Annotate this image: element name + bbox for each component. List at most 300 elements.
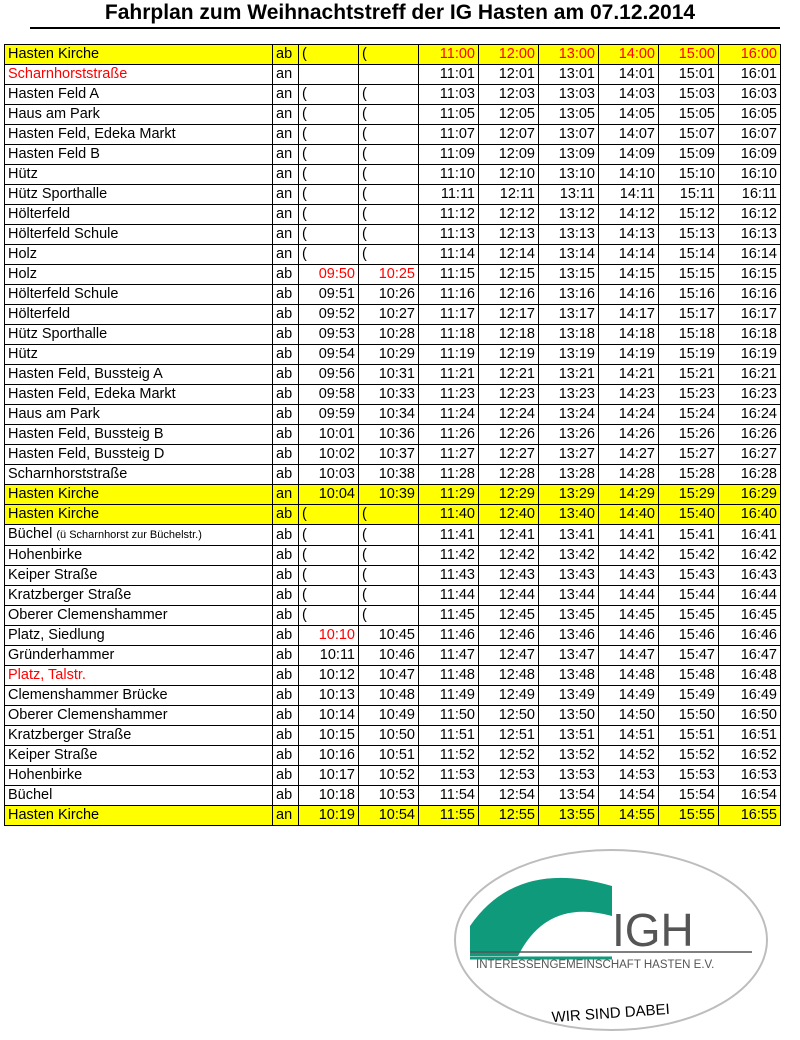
stop-label: Oberer Clemenshammer bbox=[8, 607, 168, 623]
time-cell: 14:24 bbox=[599, 405, 659, 425]
time-cell: 15:41 bbox=[659, 525, 719, 546]
time-cell: 09:56 bbox=[299, 365, 359, 385]
time-cell: 15:14 bbox=[659, 245, 719, 265]
stop-label: Hasten Kirche bbox=[8, 807, 100, 823]
time-cell: ( bbox=[359, 505, 419, 525]
time-cell: 15:54 bbox=[659, 786, 719, 806]
time-cell: 10:27 bbox=[359, 305, 419, 325]
time-cell: 16:18 bbox=[719, 325, 781, 345]
time-cell: 14:11 bbox=[599, 185, 659, 205]
time-cell: 14:29 bbox=[599, 485, 659, 505]
time-cell: 16:43 bbox=[719, 566, 781, 586]
time-cell: ( bbox=[299, 566, 359, 586]
time-cell: 15:10 bbox=[659, 165, 719, 185]
time-cell: 10:14 bbox=[299, 706, 359, 726]
stop-name bbox=[5, 345, 273, 365]
time-cell: 15:48 bbox=[659, 666, 719, 686]
time-cell: 12:10 bbox=[479, 165, 539, 185]
stop-name bbox=[5, 646, 273, 666]
time-cell: 15:17 bbox=[659, 305, 719, 325]
stop-name bbox=[5, 405, 273, 425]
time-cell: 10:25 bbox=[359, 265, 419, 285]
direction-cell: ab bbox=[273, 566, 299, 586]
time-cell: 13:29 bbox=[539, 485, 599, 505]
time-cell: ( bbox=[359, 586, 419, 606]
stop-name bbox=[5, 485, 273, 505]
time-cell: 12:15 bbox=[479, 265, 539, 285]
time-cell: ( bbox=[299, 105, 359, 125]
time-cell: 10:29 bbox=[359, 345, 419, 365]
table-row bbox=[5, 305, 781, 325]
direction-cell: ab bbox=[273, 45, 299, 65]
time-cell: 11:15 bbox=[419, 265, 479, 285]
time-cell: 16:17 bbox=[719, 305, 781, 325]
stop-label: Hütz Sporthalle bbox=[8, 326, 108, 342]
time-cell: 10:52 bbox=[359, 766, 419, 786]
direction-cell: ab bbox=[273, 686, 299, 706]
time-cell: 12:00 bbox=[479, 45, 539, 65]
direction-cell: an bbox=[273, 105, 299, 125]
time-cell: 14:27 bbox=[599, 445, 659, 465]
direction-cell: ab bbox=[273, 305, 299, 325]
time-cell: 13:45 bbox=[539, 606, 599, 626]
time-cell: 12:53 bbox=[479, 766, 539, 786]
stop-name bbox=[5, 786, 273, 806]
time-cell: 15:18 bbox=[659, 325, 719, 345]
time-cell: 16:03 bbox=[719, 85, 781, 105]
time-cell: 12:16 bbox=[479, 285, 539, 305]
table-row bbox=[5, 245, 781, 265]
time-cell: 09:59 bbox=[299, 405, 359, 425]
table-row bbox=[5, 606, 781, 626]
time-cell: 12:48 bbox=[479, 666, 539, 686]
time-cell: 12:03 bbox=[479, 85, 539, 105]
time-cell: 10:16 bbox=[299, 746, 359, 766]
direction-cell: ab bbox=[273, 365, 299, 385]
stop-name bbox=[5, 145, 273, 165]
time-cell: 16:10 bbox=[719, 165, 781, 185]
time-cell: 16:53 bbox=[719, 766, 781, 786]
time-cell: 12:01 bbox=[479, 65, 539, 85]
time-cell: 10:51 bbox=[359, 746, 419, 766]
time-cell: 11:51 bbox=[419, 726, 479, 746]
time-cell: 14:18 bbox=[599, 325, 659, 345]
table-row bbox=[5, 626, 781, 646]
time-cell: 14:47 bbox=[599, 646, 659, 666]
time-cell: 16:51 bbox=[719, 726, 781, 746]
time-cell: 14:53 bbox=[599, 766, 659, 786]
time-cell: 15:07 bbox=[659, 125, 719, 145]
time-cell: 15:11 bbox=[659, 185, 719, 205]
table-row bbox=[5, 586, 781, 606]
time-cell: 11:05 bbox=[419, 105, 479, 125]
time-cell: 13:44 bbox=[539, 586, 599, 606]
time-cell: 12:46 bbox=[479, 626, 539, 646]
stop-name bbox=[5, 125, 273, 145]
time-cell: 12:27 bbox=[479, 445, 539, 465]
direction-cell: ab bbox=[273, 606, 299, 626]
stop-label: Hasten Feld, Bussteig A bbox=[8, 366, 163, 382]
time-cell: 13:18 bbox=[539, 325, 599, 345]
time-cell: 16:50 bbox=[719, 706, 781, 726]
stop-name bbox=[5, 385, 273, 405]
time-cell: 16:15 bbox=[719, 265, 781, 285]
time-cell: 12:09 bbox=[479, 145, 539, 165]
stop-label: Holz bbox=[8, 246, 38, 262]
time-cell: ( bbox=[359, 165, 419, 185]
stop-name bbox=[5, 185, 273, 205]
direction-cell: ab bbox=[273, 265, 299, 285]
time-cell: 13:12 bbox=[539, 205, 599, 225]
time-cell: 13:41 bbox=[539, 525, 599, 546]
time-cell: 13:01 bbox=[539, 65, 599, 85]
stop-label: Scharnhorststraße bbox=[8, 66, 128, 82]
time-cell: 12:49 bbox=[479, 686, 539, 706]
time-cell: 11:27 bbox=[419, 445, 479, 465]
direction-cell: ab bbox=[273, 345, 299, 365]
time-cell: 10:12 bbox=[299, 666, 359, 686]
time-cell: 11:29 bbox=[419, 485, 479, 505]
time-cell: 16:19 bbox=[719, 345, 781, 365]
table-row bbox=[5, 806, 781, 826]
stop-label: Hasten Feld A bbox=[8, 86, 100, 102]
time-cell: 13:28 bbox=[539, 465, 599, 485]
time-cell: 15:45 bbox=[659, 606, 719, 626]
time-cell: 10:53 bbox=[359, 786, 419, 806]
time-cell: 12:44 bbox=[479, 586, 539, 606]
time-cell: 16:26 bbox=[719, 425, 781, 445]
time-cell: 13:17 bbox=[539, 305, 599, 325]
direction-cell: ab bbox=[273, 546, 299, 566]
time-cell: 16:13 bbox=[719, 225, 781, 245]
title-underline bbox=[30, 27, 780, 29]
stop-name bbox=[5, 265, 273, 285]
time-cell: 09:58 bbox=[299, 385, 359, 405]
direction-cell: ab bbox=[273, 505, 299, 525]
table-row bbox=[5, 365, 781, 385]
time-cell: 11:48 bbox=[419, 666, 479, 686]
logo-fullname: INTERESSENGEMEINSCHAFT HASTEN E.V. bbox=[476, 959, 715, 971]
stop-label: Scharnhorststraße bbox=[8, 466, 128, 482]
stop-name bbox=[5, 566, 273, 586]
time-cell: 11:28 bbox=[419, 465, 479, 485]
time-cell: 13:05 bbox=[539, 105, 599, 125]
time-cell: 11:42 bbox=[419, 546, 479, 566]
time-cell: 12:17 bbox=[479, 305, 539, 325]
time-cell: 10:39 bbox=[359, 485, 419, 505]
stop-name bbox=[5, 546, 273, 566]
igh-logo bbox=[452, 848, 770, 1032]
direction-cell: ab bbox=[273, 586, 299, 606]
time-cell: ( bbox=[359, 185, 419, 205]
time-cell: 10:50 bbox=[359, 726, 419, 746]
time-cell: 14:55 bbox=[599, 806, 659, 826]
direction-cell: ab bbox=[273, 726, 299, 746]
table-row bbox=[5, 445, 781, 465]
time-cell: ( bbox=[299, 125, 359, 145]
time-cell: 13:13 bbox=[539, 225, 599, 245]
direction-cell: ab bbox=[273, 766, 299, 786]
table-row bbox=[5, 325, 781, 345]
stop-name bbox=[5, 525, 273, 546]
schedule-table bbox=[4, 44, 781, 826]
table-row bbox=[5, 746, 781, 766]
time-cell: 14:05 bbox=[599, 105, 659, 125]
time-cell: 12:23 bbox=[479, 385, 539, 405]
direction-cell: ab bbox=[273, 465, 299, 485]
time-cell: 13:47 bbox=[539, 646, 599, 666]
table-row bbox=[5, 706, 781, 726]
time-cell: 15:47 bbox=[659, 646, 719, 666]
time-cell: 14:54 bbox=[599, 786, 659, 806]
time-cell: 10:38 bbox=[359, 465, 419, 485]
stop-label: Büchel bbox=[8, 787, 53, 803]
time-cell: 10:19 bbox=[299, 806, 359, 826]
time-cell: 16:54 bbox=[719, 786, 781, 806]
stop-label: Platz, Talstr. bbox=[8, 667, 86, 683]
time-cell: 15:13 bbox=[659, 225, 719, 245]
time-cell: 10:34 bbox=[359, 405, 419, 425]
time-cell: 12:24 bbox=[479, 405, 539, 425]
time-cell: 12:29 bbox=[479, 485, 539, 505]
time-cell: 16:21 bbox=[719, 365, 781, 385]
time-cell: 12:12 bbox=[479, 205, 539, 225]
time-cell: 12:28 bbox=[479, 465, 539, 485]
stop-label: Hölterfeld Schule bbox=[8, 226, 119, 242]
time-cell: ( bbox=[359, 105, 419, 125]
stop-name bbox=[5, 165, 273, 185]
time-cell: 11:52 bbox=[419, 746, 479, 766]
time-cell: 16:23 bbox=[719, 385, 781, 405]
table-row bbox=[5, 425, 781, 445]
direction-cell: an bbox=[273, 245, 299, 265]
time-cell: 16:11 bbox=[719, 185, 781, 205]
time-cell: 11:41 bbox=[419, 525, 479, 546]
stop-name bbox=[5, 746, 273, 766]
time-cell: 10:49 bbox=[359, 706, 419, 726]
time-cell: 11:54 bbox=[419, 786, 479, 806]
stop-label: Platz, Siedlung bbox=[8, 627, 105, 643]
time-cell: 16:46 bbox=[719, 626, 781, 646]
time-cell: ( bbox=[299, 546, 359, 566]
time-cell: 11:49 bbox=[419, 686, 479, 706]
stop-label: Hasten Feld, Bussteig D bbox=[8, 446, 165, 462]
time-cell: 14:26 bbox=[599, 425, 659, 445]
logo-slogan: WIR SIND DABEI bbox=[551, 1000, 671, 1027]
time-cell: 16:24 bbox=[719, 405, 781, 425]
time-cell: ( bbox=[359, 85, 419, 105]
time-cell: 15:26 bbox=[659, 425, 719, 445]
time-cell: 10:03 bbox=[299, 465, 359, 485]
time-cell: 13:03 bbox=[539, 85, 599, 105]
time-cell: 15:52 bbox=[659, 746, 719, 766]
time-cell: 10:28 bbox=[359, 325, 419, 345]
time-cell: 12:21 bbox=[479, 365, 539, 385]
table-row bbox=[5, 105, 781, 125]
table-row bbox=[5, 646, 781, 666]
time-cell: 16:48 bbox=[719, 666, 781, 686]
time-cell: 11:21 bbox=[419, 365, 479, 385]
time-cell: 16:42 bbox=[719, 546, 781, 566]
time-cell: ( bbox=[359, 566, 419, 586]
time-cell: 13:50 bbox=[539, 706, 599, 726]
time-cell: 16:07 bbox=[719, 125, 781, 145]
time-cell: 14:40 bbox=[599, 505, 659, 525]
direction-cell: ab bbox=[273, 525, 299, 546]
table-row bbox=[5, 485, 781, 505]
table-row bbox=[5, 405, 781, 425]
time-cell: 13:40 bbox=[539, 505, 599, 525]
stop-name bbox=[5, 205, 273, 225]
time-cell: ( bbox=[299, 145, 359, 165]
stop-name bbox=[5, 245, 273, 265]
time-cell: 12:40 bbox=[479, 505, 539, 525]
time-cell: ( bbox=[299, 205, 359, 225]
time-cell: 11:19 bbox=[419, 345, 479, 365]
time-cell: 10:11 bbox=[299, 646, 359, 666]
time-cell: 11:12 bbox=[419, 205, 479, 225]
time-cell: 11:46 bbox=[419, 626, 479, 646]
time-cell: ( bbox=[359, 125, 419, 145]
time-cell: 11:23 bbox=[419, 385, 479, 405]
time-cell: 15:24 bbox=[659, 405, 719, 425]
time-cell: 16:12 bbox=[719, 205, 781, 225]
time-cell: 14:41 bbox=[599, 525, 659, 546]
time-cell: 12:52 bbox=[479, 746, 539, 766]
direction-cell: ab bbox=[273, 405, 299, 425]
time-cell: 14:16 bbox=[599, 285, 659, 305]
time-cell: 12:54 bbox=[479, 786, 539, 806]
time-cell: 15:01 bbox=[659, 65, 719, 85]
time-cell: 13:43 bbox=[539, 566, 599, 586]
time-cell: 09:52 bbox=[299, 305, 359, 325]
time-cell: ( bbox=[359, 606, 419, 626]
time-cell: 10:26 bbox=[359, 285, 419, 305]
direction-cell: an bbox=[273, 205, 299, 225]
time-cell: 13:46 bbox=[539, 626, 599, 646]
time-cell: 15:12 bbox=[659, 205, 719, 225]
table-row bbox=[5, 65, 781, 85]
time-cell: 12:47 bbox=[479, 646, 539, 666]
time-cell: 13:26 bbox=[539, 425, 599, 445]
table-row bbox=[5, 465, 781, 485]
time-cell: 15:23 bbox=[659, 385, 719, 405]
direction-cell: an bbox=[273, 185, 299, 205]
time-cell: 10:10 bbox=[299, 626, 359, 646]
time-cell: 11:09 bbox=[419, 145, 479, 165]
time-cell: 15:15 bbox=[659, 265, 719, 285]
time-cell: 09:53 bbox=[299, 325, 359, 345]
time-cell: 11:11 bbox=[419, 185, 479, 205]
time-cell: 11:14 bbox=[419, 245, 479, 265]
time-cell: 15:50 bbox=[659, 706, 719, 726]
time-cell: 13:16 bbox=[539, 285, 599, 305]
time-cell: 14:01 bbox=[599, 65, 659, 85]
table-row bbox=[5, 666, 781, 686]
table-row bbox=[5, 165, 781, 185]
direction-cell: ab bbox=[273, 285, 299, 305]
direction-cell: an bbox=[273, 225, 299, 245]
time-cell: 10:18 bbox=[299, 786, 359, 806]
stop-label: Hölterfeld bbox=[8, 306, 71, 322]
time-cell: 14:07 bbox=[599, 125, 659, 145]
time-cell: 10:47 bbox=[359, 666, 419, 686]
stop-name bbox=[5, 105, 273, 125]
table-row bbox=[5, 205, 781, 225]
time-cell: 14:09 bbox=[599, 145, 659, 165]
time-cell: 14:43 bbox=[599, 566, 659, 586]
stop-name bbox=[5, 445, 273, 465]
time-cell: 09:54 bbox=[299, 345, 359, 365]
stop-name bbox=[5, 686, 273, 706]
time-cell: 12:11 bbox=[479, 185, 539, 205]
time-cell: 13:55 bbox=[539, 806, 599, 826]
time-cell: 09:51 bbox=[299, 285, 359, 305]
time-cell: 12:51 bbox=[479, 726, 539, 746]
direction-cell: ab bbox=[273, 626, 299, 646]
time-cell: 15:42 bbox=[659, 546, 719, 566]
time-cell: 15:44 bbox=[659, 586, 719, 606]
direction-cell: an bbox=[273, 165, 299, 185]
time-cell: 15:49 bbox=[659, 686, 719, 706]
time-cell: 14:00 bbox=[599, 45, 659, 65]
time-cell: 16:45 bbox=[719, 606, 781, 626]
time-cell: 16:41 bbox=[719, 525, 781, 546]
time-cell: 10:02 bbox=[299, 445, 359, 465]
stop-label: Keiper Straße bbox=[8, 567, 98, 583]
time-cell: 16:55 bbox=[719, 806, 781, 826]
time-cell: 13:42 bbox=[539, 546, 599, 566]
time-cell: 11:01 bbox=[419, 65, 479, 85]
time-cell: 12:18 bbox=[479, 325, 539, 345]
time-cell: 10:13 bbox=[299, 686, 359, 706]
stop-name bbox=[5, 285, 273, 305]
time-cell: 13:53 bbox=[539, 766, 599, 786]
time-cell: ( bbox=[359, 525, 419, 546]
time-cell: 14:14 bbox=[599, 245, 659, 265]
table-row bbox=[5, 285, 781, 305]
stop-label: Keiper Straße bbox=[8, 747, 98, 763]
time-cell: 10:48 bbox=[359, 686, 419, 706]
time-cell: 10:46 bbox=[359, 646, 419, 666]
direction-cell: an bbox=[273, 65, 299, 85]
stop-label: Hasten Feld, Bussteig B bbox=[8, 426, 164, 442]
time-cell: ( bbox=[299, 165, 359, 185]
time-cell: ( bbox=[299, 525, 359, 546]
time-cell: 11:17 bbox=[419, 305, 479, 325]
time-cell: 14:42 bbox=[599, 546, 659, 566]
stop-label: Hütz Sporthalle bbox=[8, 186, 108, 202]
time-cell: 14:44 bbox=[599, 586, 659, 606]
direction-cell: ab bbox=[273, 666, 299, 686]
time-cell: 15:09 bbox=[659, 145, 719, 165]
time-cell: 15:51 bbox=[659, 726, 719, 746]
table-row bbox=[5, 145, 781, 165]
time-cell: 14:12 bbox=[599, 205, 659, 225]
time-cell: 13:19 bbox=[539, 345, 599, 365]
time-cell: 12:43 bbox=[479, 566, 539, 586]
time-cell: 15:05 bbox=[659, 105, 719, 125]
time-cell: 14:15 bbox=[599, 265, 659, 285]
time-cell: 11:18 bbox=[419, 325, 479, 345]
table-row bbox=[5, 225, 781, 245]
time-cell: 16:05 bbox=[719, 105, 781, 125]
time-cell: 15:29 bbox=[659, 485, 719, 505]
stop-name bbox=[5, 726, 273, 746]
stop-label: Hasten Feld B bbox=[8, 146, 100, 162]
direction-cell: ab bbox=[273, 325, 299, 345]
stop-name bbox=[5, 706, 273, 726]
